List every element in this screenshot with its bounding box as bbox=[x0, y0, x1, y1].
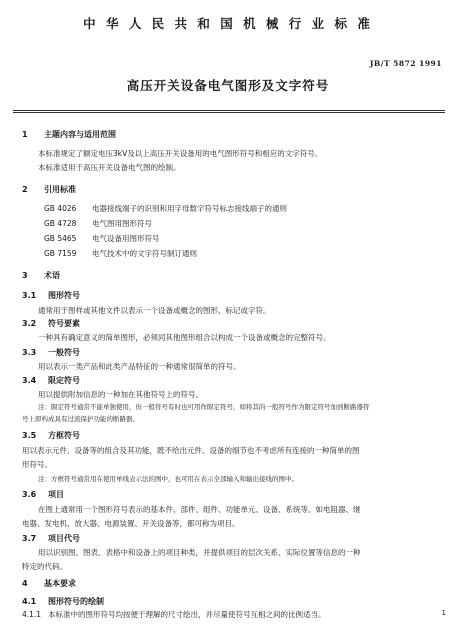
term-3-3-heading: 3.3 一般符号 bbox=[22, 348, 80, 357]
section-1-paragraph-2: 本标准适用于高压开关设备电气图的绘制。 bbox=[38, 163, 181, 172]
reference-item: GB 4728 电气图用图形符号 bbox=[44, 219, 152, 228]
issuing-organization: 中 华 人 民 共 和 国 机 械 行 业 标 准 bbox=[83, 16, 373, 31]
reference-item: GB 4026 电器接线端子的识别和用字母数字符号标志接线端子的通则 bbox=[44, 204, 287, 213]
term-3-4-note-line-2: 号上即构成具有过流保护功能的断路器。 bbox=[22, 415, 139, 423]
term-3-7-definition-line-1: 用以识别图、图表、表格中和设备上的项目种类，并提供项目的层次关系、实际位置等信息的一种 bbox=[38, 548, 361, 557]
header-rule-bottom bbox=[13, 112, 445, 113]
term-3-1-definition: 通常用于图样或其他文件以表示一个设备或概念的图形、标记或字符。 bbox=[38, 306, 271, 315]
term-3-6-definition-line-1: 在图上通常用一个图形符号表示的基本件、部件、组件、功能单元、设备、系统等。如电阻器、继 bbox=[38, 505, 361, 514]
term-3-5-heading: 3.5 方框符号 bbox=[22, 431, 80, 440]
subsection-4-1-heading: 4.1 图形符号的绘制 bbox=[22, 597, 104, 606]
section-1-paragraph-1: 本标准规定了额定电压3kV及以上高压开关设备用的电气图形符号和相应的文字符号。 bbox=[38, 149, 323, 158]
term-3-1-heading: 3.1 图形符号 bbox=[22, 291, 80, 300]
reference-item: GB 5465 电气设备用图形符号 bbox=[44, 234, 160, 243]
term-3-4-note-line-1: 注：限定符号通常不能单独使用，但一般符号有时也可用作限定符号，如将其的一般符号作为限定符号加到断路器符 bbox=[38, 403, 370, 411]
term-3-4-definition: 用以提供附加信息的一种加在其他符号上的符号。 bbox=[38, 390, 203, 399]
term-3-4-heading: 3.4 限定符号 bbox=[22, 376, 80, 385]
term-3-6-definition-line-2: 电器、发电机、放大器、电源装置、开关设备等，都可称为项目。 bbox=[22, 519, 240, 528]
header-rule-top bbox=[13, 110, 445, 111]
section-4-heading: 4 基本要求 bbox=[22, 579, 76, 588]
term-3-3-definition: 用以表示一类产品和此类产品特征的一种通常很简单的符号。 bbox=[38, 362, 241, 371]
section-1-heading: 1 主题内容与适用范围 bbox=[22, 130, 116, 139]
term-3-5-definition-line-2: 形符号。 bbox=[22, 460, 52, 469]
section-3-heading: 3 术语 bbox=[22, 271, 60, 280]
term-3-2-definition: 一种具有确定意义的简单图形，必须同其他图形组合以构成一个设备或概念的完整符号。 bbox=[38, 333, 331, 342]
term-3-7-definition-line-2: 特定的代码。 bbox=[22, 562, 67, 571]
standard-code: JB/T 5872 1991 bbox=[369, 59, 442, 68]
term-3-2-heading: 3.2 符号要素 bbox=[22, 319, 80, 328]
document-title: 高压开关设备电气图形及文字符号 bbox=[126, 78, 330, 93]
page-number: 1 bbox=[441, 609, 446, 617]
term-3-5-definition-line-1: 用以表示元件、设备等的组合及其功能，既不给出元件、设备的细节也不考虑所有连接的一种简单的图 bbox=[22, 446, 360, 455]
clause-4-1-1: 4.1.1 本标准中的图形符号均按便于理解的尺寸绘出，并尽量使符号互相之间的比例适当。 bbox=[22, 610, 326, 619]
term-3-6-heading: 3.6 项目 bbox=[22, 490, 64, 499]
reference-item: GB 7159 电气技术中的文字符号制订通则 bbox=[44, 249, 197, 258]
section-2-heading: 2 引用标准 bbox=[22, 185, 76, 194]
term-3-7-heading: 3.7 项目代号 bbox=[22, 534, 80, 543]
term-3-5-note: 注：方框符号通常用在使用单线表示法的图中，也可用在表示全部输入和输出接线的图中。 bbox=[38, 475, 298, 483]
